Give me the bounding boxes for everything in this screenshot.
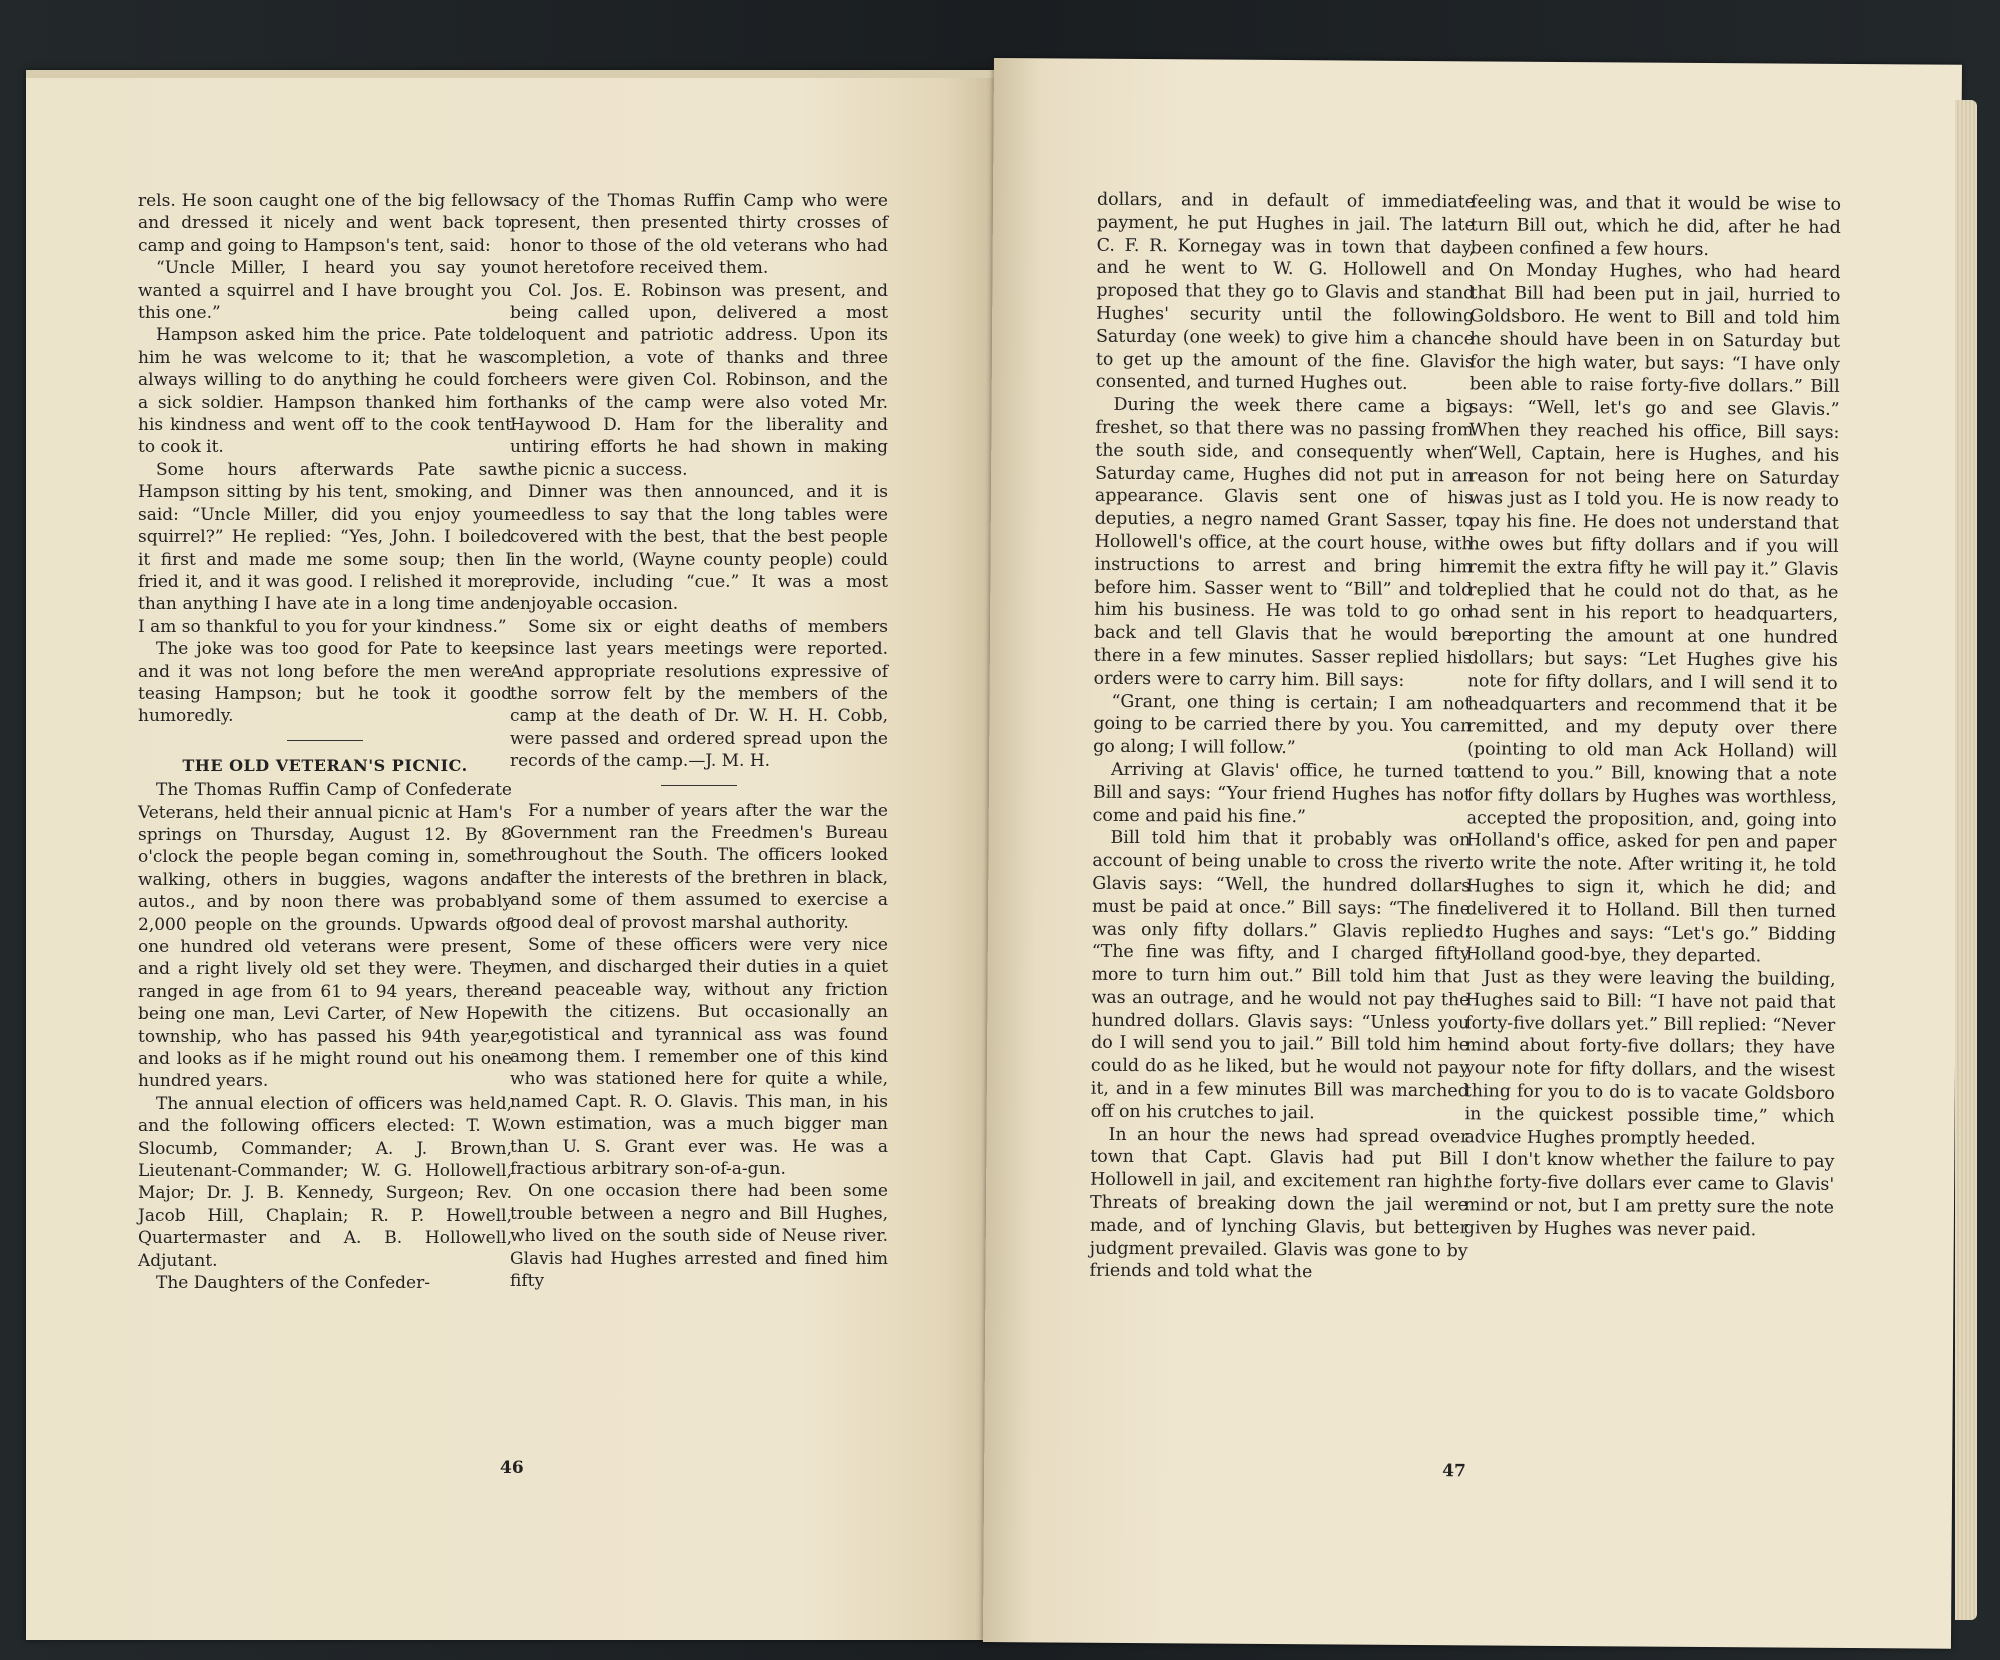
paragraph: The joke was too good for Pate to keep and it was not long before the men were teasing Hampson; but he took it good humoredly. [138, 639, 512, 727]
section-divider [661, 785, 737, 786]
paragraph: acy of the Thomas Ruffin Camp who were present, then presented thirty crosses of honor to those of the old veterans who had not heretofore received them. [510, 191, 888, 279]
paragraph: The Thomas Ruffin Camp of Confederate Veterans, held their annual picnic at Ham's springs on Thursday, August 12. By 8 o'clock the people began coming in, some walking, others in buggies, wagons and autos., and by noon there was probably 2,000 people on the grounds. Upwards of one hundred old veterans were present, and a right lively old set they were. They ranged in age from 61 to 94 years, there being one man, Levi Carter, of New Hope township, who has passed his 94th year, and looks as if he might round out his one hundred years. [138, 780, 512, 1092]
paragraph: During the week there came a big freshet, so that there was no passing from the south side, and consequently when Saturday came, Hughes did not put in an appearance. Glavis sent one of his deputies, a negro named Grant Sasser, to Hollowell's office, at the court house, with instructions to arrest and bring him before him. Sasser went to “Bill” and told him his business. He was told to go on back and tell Glavis that he would be there in a few minutes. Sasser replied his orders were to carry him. Bill says: [1093, 395, 1474, 691]
right-column-2 [1464, 191, 1841, 1242]
section-heading: THE OLD VETERAN'S PICNIC. [182, 755, 468, 775]
paragraph: Just as they were leaving the building, Hughes said to Bill: “I have not paid that forty-five dollars yet.” Bill replied: “Never mind about forty-five dollars; they have your note for fifty dollars, and the wisest thing for you to do is to vacate Goldsboro in the quickest possible time,” which advice Hughes promptly heeded. [1464, 967, 1836, 1150]
paragraph: “Grant, one thing is certain; I am not going to be carried there by you. You can go along; I will follow.” [1093, 691, 1472, 759]
paragraph: Some six or eight deaths of members since last years meetings were reported. And appropriate resolutions expressive of the sorrow felt by the members of the camp at the death of Dr. W. H. H. Cobb, were passed and ordered spread upon the records of the camp.—J. M. H. [510, 616, 888, 772]
page-edges [1955, 100, 1977, 1620]
paragraph: The annual election of officers was held, and the following officers elected: T. W. Slocumb, Commander; A. J. Brown, Lieutenant-Commander; W. G. Hollowell, Major; Dr. J. B. Kennedy, Surgeon; Rev. Jacob Hill, Chaplain; R. P. Howell, Quartermaster and A. B. Hollowell, Adjutant. [138, 1093, 512, 1271]
page-number: 47 [1442, 1461, 1466, 1482]
paragraph: Some of these officers were very nice men, and discharged their duties in a quiet and peaceable way, without any friction with the citizens. But occasionally an egotistical and tyrannical ass was found among them. I remember one of this kind who was stationed here for quite a while, named Capt. R. O. Glavis. This man, in his own estimation, was a much bigger man than U. S. Grant ever was. He was a fractious arbitrary son-of-a-gun. [510, 935, 888, 1180]
paragraph: On Monday Hughes, who had heard that Bill had been put in jail, hurried to Goldsboro. He went to Bill and told him he should have been in on Saturday but for the high water, but says: “I have only been able to raise forty-five dollars.” Bill says: “Well, let's go and see Glavis.” When they reached his office, Bill says: “Well, Captain, here is Hughes, and his reason for not being here on Saturday was just as I told you. He is now ready to pay his fine. He does not understand that he owes but fifty dollars and if you will remit the extra fifty he will pay it.” Glavis replied that he could not do that, as he had sent in his report to headquarters, reporting the amount at one hundred dollars; but says: “Let Hughes give his note for fifty dollars, and I will send it to headquarters and recommend that it be remitted, and my deputy over there (pointing to old man Ack Holland) will attend to you.” Bill, knowing that a note for fifty dollars by Hughes was worthless, accepted the proposition, and, going into Holland's office, asked for pen and paper to write the note. After writing it, he told Hughes to sign it, which he did; and delivered it to Holland. Bill then turned to Hughes and says: “Let's go.” Bidding Holland good-bye, they departed. [1465, 260, 1841, 967]
right-column-1 [1089, 189, 1475, 1286]
paragraph: For a number of years after the war the Government ran the Freedmen's Bureau throughout the South. The officers looked after the interests of the brethren in black, and some of them assumed to exercise a good deal of provost marshal authority. [510, 800, 888, 933]
page-number: 46 [500, 1458, 524, 1478]
paragraph: Some hours afterwards Pate saw Hampson sitting by his tent, smoking, and said: “Uncle Miller, did you enjoy your squirrel?” He replied: “Yes, John. I boiled it first and made me some soup; then I fried it, and it was good. I relished it more than anything I have ate in a long time and I am so thankful to you for your kindness.” [138, 459, 512, 637]
paragraph: In an hour the news had spread over town that Capt. Glavis had put Bill Hollowell in jail, and excitement ran high. Threats of breaking down the jail were made, and of lynching Glavis, but better judgment prevailed. Glavis was gone to by friends and told what the [1089, 1124, 1469, 1283]
left-page [26, 70, 994, 1640]
paragraph: I don't know whether the failure to pay the forty-five dollars ever came to Glavis' mind or not, but I am pretty sure the note given by Hughes was never paid. [1463, 1149, 1835, 1241]
paragraph: feeling was, and that it would be wise to turn Bill out, which he did, after he had been confined a few hours. [1470, 192, 1842, 260]
paragraph: The Daughters of the Confeder- [156, 1273, 430, 1294]
left-column-1 [138, 190, 512, 1295]
paragraph: Arriving at Glavis' office, he turned to Bill and says: “Your friend Hughes has not come and paid his fine.” [1092, 759, 1472, 827]
paragraph: Bill told him that it probably was on account of being unable to cross the river. Glavis says: “Well, the hundred dollars must be paid at once.” Bill says: “The fine was only fifty dollars.” Glavis replied: “The fine was fifty, and I charged fifty more to turn him out.” Bill told him that was an outrage, and he would not pay the hundred dollars. Glavis says: “Unless you do I will send you to jail.” Bill told him he could do as he liked, but he would not pay it, and in a few minutes Bill was marched off on his crutches to jail. [1090, 828, 1471, 1124]
paragraph: Hampson asked him the price. Pate told him he was welcome to it; that he was always willing to do anything he could for a sick soldier. Hampson thanked him for his kindness and went off to the cook tent to cook it. [138, 325, 512, 458]
left-column-2 [510, 190, 888, 1293]
paragraph: rels. He soon caught one of the big fellows and dressed it nicely and went back to camp and going to Hampson's tent, said: [138, 191, 512, 256]
paragraph: Col. Jos. E. Robinson was present, and being called upon, delivered a most eloquent and patriotic address. Upon its completion, a vote of thanks and three cheers were given Col. Robinson, and the thanks of the camp were also voted Mr. Haywood D. Ham for the liberality and untiring efforts he had shown in making the picnic a success. [510, 280, 888, 480]
paragraph: dollars, and in default of immediate payment, he put Hughes in jail. The late C. F. R. Kornegay was in town that day, and he went to W. G. Hollowell and proposed that they go to Glavis and stand Hughes' security until the following Saturday (one week) to give him a chance to get up the amount of the fine. Glavis consented, and turned Hughes out. [1095, 189, 1476, 395]
section-divider [287, 740, 363, 741]
right-page [983, 58, 1962, 1649]
paragraph: “Uncle Miller, I heard you say you wanted a squirrel and I have brought you this one.” [138, 258, 512, 324]
paragraph: On one occasion there had been some trouble between a negro and Bill Hughes, who lived on the south side of Neuse river. Glavis had Hughes arrested and fined him fifty [510, 1181, 888, 1292]
paragraph: Dinner was then announced, and it is needless to say that the long tables were covered with the best, that the best people in the world, (Wayne county people) could provide, including “cue.” It was a most enjoyable occasion. [510, 482, 888, 615]
